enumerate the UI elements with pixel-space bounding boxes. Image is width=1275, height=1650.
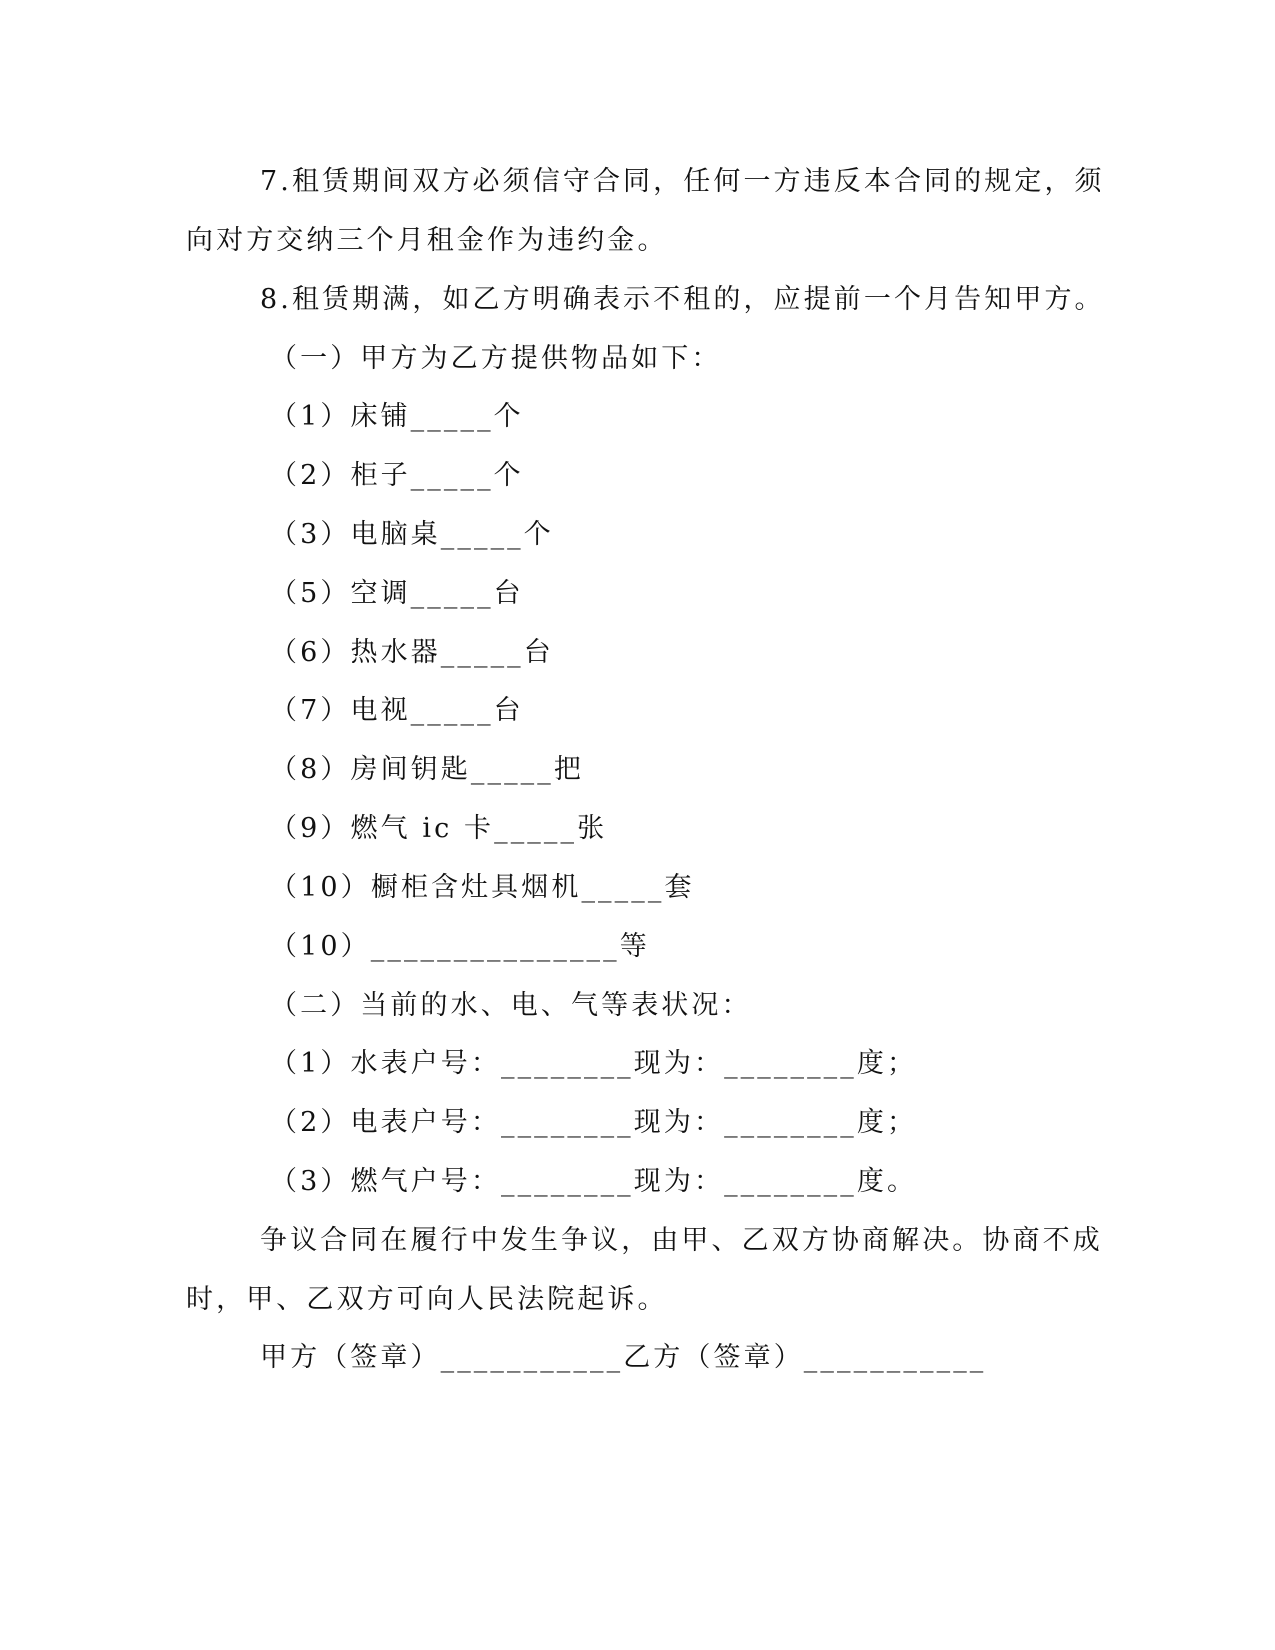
meter-row-electric: （2）电表户号：________现为：________度；: [270, 1107, 918, 1138]
list-item: （8）房间钥匙_____把: [270, 754, 584, 785]
list-item: （5）空调_____台: [270, 578, 524, 609]
meter-row-gas: （3）燃气户号：________现为：________度。: [270, 1166, 918, 1197]
dispute-line-2: 时，甲、乙双方可向人民法院起诉。: [186, 1284, 668, 1315]
list-item: （9）燃气 ic 卡_____张: [270, 813, 608, 844]
clause-7-line-2: 向对方交纳三个月租金作为违约金。: [186, 225, 668, 256]
clause-7-line-1: 7.租赁期间双方必须信守合同，任何一方违反本合同的规定，须: [260, 166, 1105, 197]
signature-line: 甲方（签章）___________乙方（签章）___________: [260, 1342, 987, 1373]
list-item: （6）热水器_____台: [270, 637, 554, 668]
section-1-heading: （一）甲方为乙方提供物品如下：: [270, 343, 722, 374]
section-2-heading: （二）当前的水、电、气等表状况：: [270, 990, 752, 1021]
list-item: （10）_______________等: [270, 931, 650, 962]
list-item: （10）橱柜含灶具烟机_____套: [270, 872, 695, 903]
list-item: （2）柜子_____个: [270, 460, 524, 491]
clause-8: 8.租赁期满，如乙方明确表示不租的，应提前一个月告知甲方。: [260, 284, 1105, 315]
list-item: （7）电视_____台: [270, 695, 524, 726]
list-item: （3）电脑桌_____个: [270, 519, 554, 550]
list-item: （1）床铺_____个: [270, 401, 524, 432]
dispute-line-1: 争议合同在履行中发生争议，由甲、乙双方协商解决。协商不成: [260, 1225, 1103, 1256]
meter-row-water: （1）水表户号：________现为：________度；: [270, 1048, 918, 1079]
